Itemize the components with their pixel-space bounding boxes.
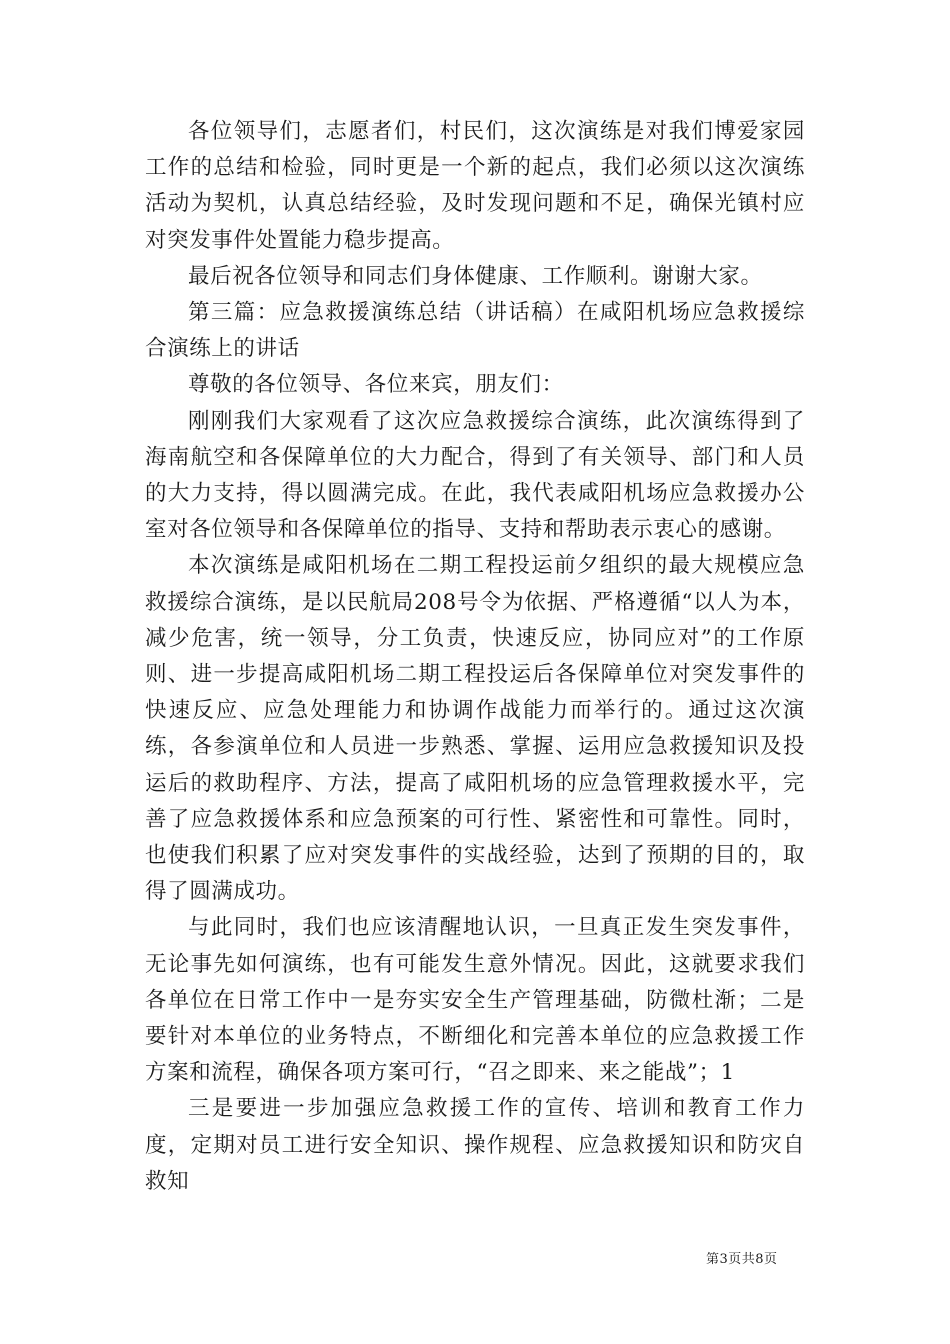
paragraph: 与此同时，我们也应该清醒地认识，一旦真正发生突发事件，无论事先如何演练，也有可能发生意外情况。因此，这就要求我们各单位在日常工作中一是夯实安全生产管理基础，防微杜渐；二是要针对本单位的业务特点，不断细化和完善本单位的应急救援工作方案和流程，确保各项方案可行，“召之即来、来之能战”；1 <box>145 915 805 1086</box>
paragraph: 本次演练是咸阳机场在二期工程投运前夕组织的最大规模应急救援综合演练，是以民航局208号令为依据、严格遵循“以人为本，减少危害，统一领导，分工负责，快速反应，协同应对”的工作原则、进一步提高咸阳机场二期工程投运后各保障单位对突发事件的快速反应、应急处理能力和协调作战能力而举行的。通过这次演练，各参演单位和人员进一步熟悉、掌握、运用应急救援知识及投运后的救助程序、方法，提高了咸阳机场的应急管理救援水平，完善了应急救援体系和应急预案的可行性、紧密性和可靠性。同时，也使我们积累了应对突发事件的实战经验，达到了预期的目的，取得了圆满成功。 <box>145 553 805 905</box>
document-body <box>145 114 805 1200</box>
paragraph: 尊敬的各位领导、各位来宾，朋友们： <box>188 372 564 398</box>
paragraph: 最后祝各位领导和同志们身体健康、工作顺利。谢谢大家。 <box>188 263 763 289</box>
paragraph: 第三篇：应急救援演练总结（讲话稿）在咸阳机场应急救援综合演练上的讲话 <box>145 300 805 362</box>
paragraph: 刚刚我们大家观看了这次应急救援综合演练，此次演练得到了海南航空和各保障单位的大力配合，得到了有关领导、部门和人员的大力支持，得以圆满完成。在此，我代表咸阳机场应急救援办公室对各位领导和各保障单位的指导、支持和帮助表示衷心的感谢。 <box>145 408 805 543</box>
paragraph: 各位领导们，志愿者们，村民们，这次演练是对我们博爱家园工作的总结和检验，同时更是一个新的起点，我们必须以这次演练活动为契机，认真总结经验，及时发现问题和不足，确保光镇村应对突发事件处置能力稳步提高。 <box>145 119 805 253</box>
paragraph: 三是要进一步加强应急救援工作的宣传、培训和教育工作力度，定期对员工进行安全知识、操作规程、应急救援知识和防灾自救知 <box>145 1096 805 1194</box>
page-number-footer: 第3页共8页 <box>706 1252 778 1267</box>
